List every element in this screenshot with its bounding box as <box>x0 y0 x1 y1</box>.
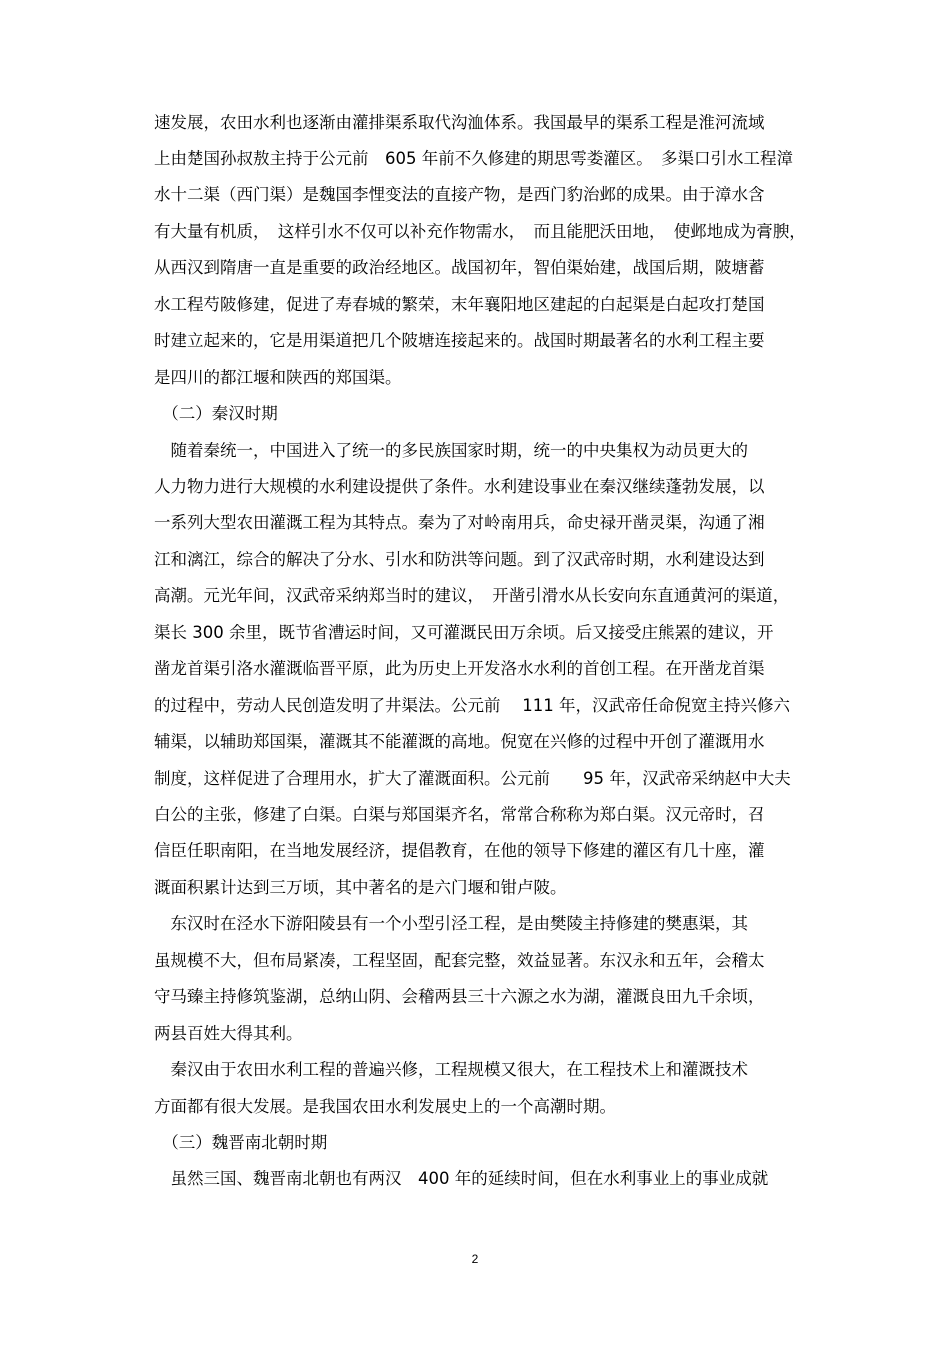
text-line: 随着秦统一，中国进入了统一的多民族国家时期，统一的中央集权为动员更大的 <box>154 441 748 460</box>
text-line: 人力物力进行大规模的水利建设提供了条件。水利建设事业在秦汉继续蓬勃发展，以 <box>154 477 765 496</box>
text-line: 是四川的都江堰和陕西的郑国渠。 <box>154 368 402 387</box>
text-line: 从西汉到隋唐一直是重要的政治经地区。战国初年，智伯渠始建，战国后期，陂塘蓄 <box>154 258 765 277</box>
text-line: 速发展，农田水利也逐渐由灌排渠系取代沟洫体系。我国最早的渠系工程是淮河流域 <box>154 113 765 132</box>
text-line: 两县百姓大得其利。 <box>154 1024 303 1043</box>
text-line: 溉面积累计达到三万顷，其中著名的是六门堰和钳卢陂。 <box>154 878 567 897</box>
section-heading: （二）秦汉时期 <box>154 404 278 423</box>
text-line: 信臣任职南阳，在当地发展经济，提倡教育，在他的领导下修建的灌区有几十座，灌 <box>154 841 765 860</box>
text-line: 上由楚国孙叔敖主持于公元前 605 年前不久修建的期思雩娄灌区。 多渠口引水工程漳 <box>154 149 793 168</box>
text-line: 辅渠，以辅助郑国渠，灌溉其不能灌溉的高地。倪宽在兴修的过程中开创了灌溉用水 <box>154 732 765 751</box>
text-line: 守马臻主持修筑鉴湖，总纳山阴、会稽两县三十六源之水为湖，灌溉良田九千余顷， <box>154 987 765 1006</box>
text-line: 虽规模不大，但布局紧凑，工程坚固，配套完整，效益显著。东汉永和五年，会稽太 <box>154 951 765 970</box>
text-line: 凿龙首渠引洛水灌溉临晋平原，此为历史上开发洛水水利的首创工程。在开凿龙首渠 <box>154 659 765 678</box>
text-line: 白公的主张，修建了白渠。白渠与郑国渠齐名，常常合称称为郑白渠。汉元帝时，召 <box>154 805 765 824</box>
text-line: 有大量有机质， 这样引水不仅可以补充作物需水， 而且能肥沃田地， 使邺地成为膏腴， <box>154 222 806 241</box>
text-line: 制度，这样促进了合理用水，扩大了灌溉面积。公元前 95 年，汉武帝采纳赵中大夫 <box>154 769 791 788</box>
text-line: 的过程中，劳动人民创造发明了井渠法。公元前 111 年，汉武帝任命倪宽主持兴修六 <box>154 696 790 715</box>
text-line: 东汉时在泾水下游阳陵县有一个小型引泾工程，是由樊陵主持修建的樊惠渠，其 <box>154 914 748 933</box>
text-line: 水工程芍陂修建，促进了寿春城的繁荣，末年襄阳地区建起的白起渠是白起攻打楚国 <box>154 295 765 314</box>
section-heading: （三）魏晋南北朝时期 <box>154 1133 328 1152</box>
text-line: 方面都有很大发展。是我国农田水利发展史上的一个高潮时期。 <box>154 1097 616 1116</box>
text-line: 水十二渠（西门渠）是魏国李悝变法的直接产物，是西门豹治邺的成果。由于漳水含 <box>154 185 765 204</box>
page-number: 2 <box>471 1252 479 1266</box>
text-line: 渠长 300 余里，既节省漕运时间，又可灌溉民田万余顷。后又接受庄熊罴的建议，开 <box>154 623 774 642</box>
text-line: 高潮。元光年间，汉武帝采纳郑当时的建议， 开凿引滑水从长安向东直通黄河的渠道， <box>154 586 790 605</box>
text-line: 一系列大型农田灌溉工程为其特点。秦为了对岭南用兵，命史禄开凿灵渠，沟通了湘 <box>154 513 765 532</box>
text-line: 秦汉由于农田水利工程的普遍兴修，工程规模又很大，在工程技术上和灌溉技术 <box>154 1060 748 1079</box>
text-line: 江和漓江，综合的解决了分水、引水和防洪等问题。到了汉武帝时期，水利建设达到 <box>154 550 765 569</box>
text-line: 时建立起来的，它是用渠道把几个陂塘连接起来的。战国时期最著名的水利工程主要 <box>154 331 765 350</box>
text-line: 虽然三国、魏晋南北朝也有两汉 400 年的延续时间，但在水利事业上的事业成就 <box>154 1169 769 1188</box>
